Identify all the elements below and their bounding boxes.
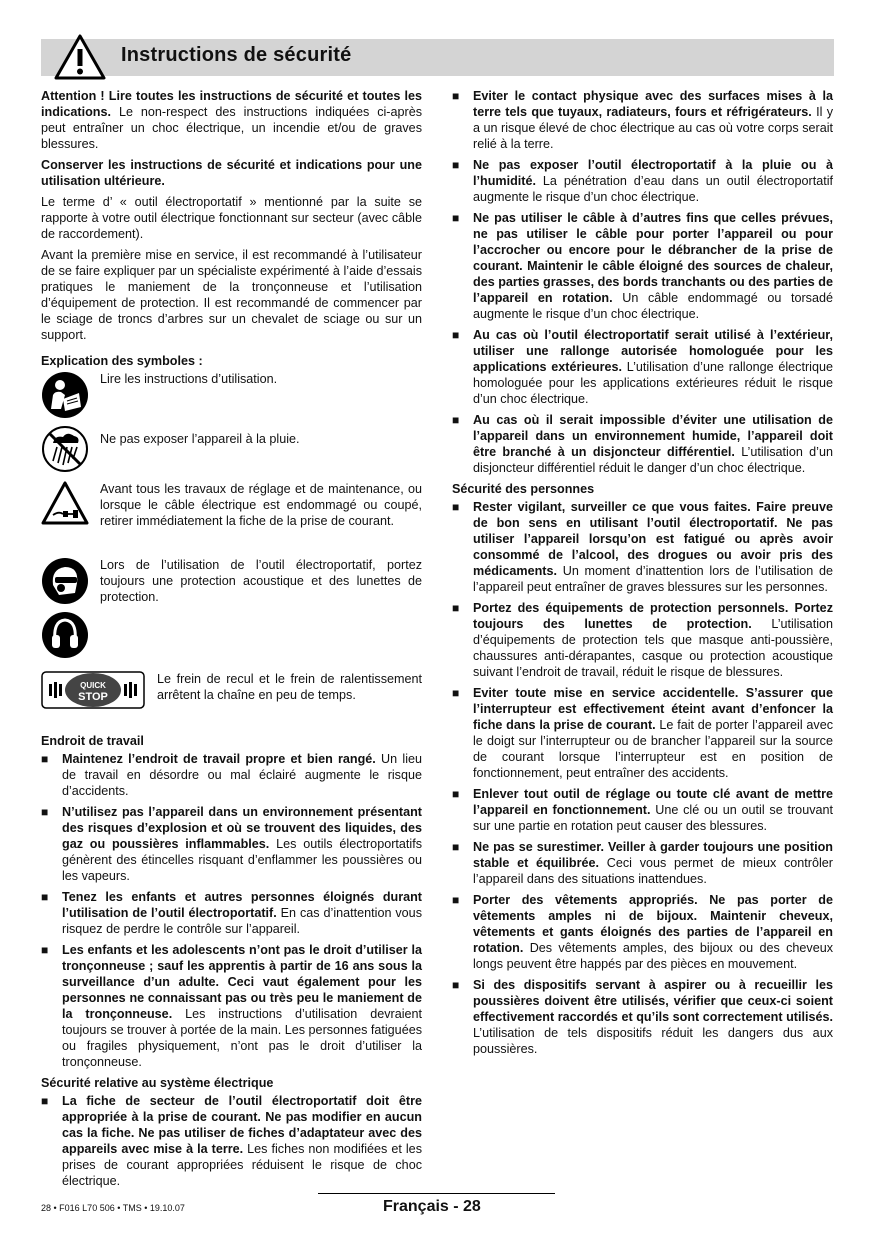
symbol-read-manual: Lire les instructions d’utilisation. [41,371,422,421]
list-item: ■ Ne pas exposer l’outil électroportatif à la pluie ou à l’humidité. La pénétration d’eau dans un outil électroportatif augmente le risque d’un choc électrique. [452,158,833,204]
list-item: ■ Enlever tout outil de réglage ou toute clé avant de mettre l’appareil en fonctionnement. Une clé ou un outil se trouvant sur une partie en rotation peut causer des blessures. [452,787,833,833]
hearing-protection-icon [41,611,89,659]
symbols-heading: Explication des symboles : [41,354,203,368]
left-column [41,88,422,1194]
warning-triangle-icon [53,33,107,81]
list-item: ■ Porter des vêtements appropriés. Ne pas porter de vêtements amples ni de bijoux. Maintenir cheveux, vêtements et gants éloignés des parties de l’appareil en rotation. Des vêtements amples, des bijoux ou des cheveux longs peuvent être happés par des pièces en mouvement. [452,893,833,971]
quick-label: QUICK [80,681,106,690]
read-manual-icon [41,371,89,419]
list-item: ■ Au cas où il serait impossible d’éviter une utilisation de l’appareil dans un environnement humide, l’appareil doit être branché à un disjoncteur différentiel. L’utilisation d’un disjoncteur différentiel réduit le danger d’un choc électrique. [452,413,833,475]
first-use-paragraph: Avant la première mise en service, il est recommandé à l’utilisateur de se faire expliquer par un spécialiste expérimenté à l’aide d’essais pratiques le maniement de la tronçonneuse et l’utilisation d’équipement de protection. Il est recommandé de commencer par le sciage de troncs d’arbres sur un chevalet de sciage ou sur un support. [41,248,422,342]
symbol-hearing [41,611,422,661]
page-number: Français - 28 [383,1198,481,1215]
list-item: ■ N’utilisez pas l’appareil dans un environnement présentant des risques d’explosion et où se trouvent des liquides, des gaz ou poussières inflammables. Les outils électroportatifs génèrent des étincelles risquant d’enflammer les poussières ou les vapeurs. [41,805,422,883]
symbol-ear-eye-protection: Lors de l’utilisation de l’outil électroportatif, portez toujours une protection acoustique et des lunettes de protection. [41,557,422,611]
list-item: ■ Eviter toute mise en service accidentelle. S’assurer que l’interrupteur est effectivement éteint avant d’enfoncer la fiche dans la prise de courant. Le fait de porter l’appareil avec le doigt sur l’interrupteur ou de brancher l’appareil sur la source de courant lorsque l’interrupteur est en position de fonctionnement, peut entraîner des accidents. [452,686,834,780]
list-item: ■ Ne pas utiliser le câble à d’autres fins que celles prévues, ne pas utiliser le câble pour porter l’appareil ou pour l’accrocher ou encore pour le débrancher de la prise de courant. Maintenir le câble éloigné des sources de chaleur, des parties grasses, des bords tranchants ou des parties de l’appareil en rotation. Un câble endommagé ou torsadé augmente le risque d’un choc électrique. [452,211,833,321]
footer-rule [318,1193,555,1194]
list-item: ■ Ne pas se surestimer. Veiller à garder toujours une position stable et équilibrée. Ceci vous permet de mieux contrôler l’appareil dans des situations inattendues. [452,840,833,886]
work-area-heading: Endroit de travail [41,734,144,748]
symbol-quick-stop: QUICK STOP Le frein de recul et le frein de ralentissement arrêtent la chaîne en peu de temps. [41,671,422,729]
symbol-no-rain: Ne pas exposer l’appareil à la pluie. [41,425,422,477]
ear-eye-protection-icon [41,557,89,605]
electrical-safety-heading: Sécurité relative au système électrique [41,1076,274,1090]
list-item: ■ Eviter le contact physique avec des surfaces mises à la terre tels que tuyaux, radiateurs, fours et réfrigérateurs. Il y a un risque élevé de choc électrique au cas où votre corps serait relié à la terre. [452,89,833,151]
page-title: Instructions de sécurité [121,44,352,66]
right-column [452,88,833,1062]
stop-label: STOP [78,691,108,703]
term-paragraph: Le terme d’ « outil électroportatif » mentionné par la suite se rapporte à votre outil électrique fonctionnant sur secteur (avec câble de raccordement). [41,195,422,241]
list-item: ■ Maintenez l’endroit de travail propre et bien rangé. Un lieu de travail en désordre ou mal éclairé augmente le risque d’accidents. [41,752,422,798]
quick-stop-icon [41,671,145,709]
keep-instructions: Conserver les instructions de sécurité et indications pour une utilisation ultérieure. [41,158,422,188]
list-item: ■ Les enfants et les adolescents n’ont pas le droit d’utiliser la tronçonneuse ; sauf les apprentis à partir de 16 ans sous la surveillance d’un adulte. Ceci vaut également pour les personnes ne connaissant pas ou très peu le maniement de la tronçonneuse. Les instructions d’utilisation devraient toujours se trouver à portée de la main. Les personnes fatiguées ou fragiles physiquement, n’ont pas le droit d’utiliser la tronçonneuse. [41,943,422,1069]
list-item: ■ Au cas où l’outil électroportatif serait utilisé à l’extérieur, utiliser une rallonge autorisée homologuée pour les applications extérieures. L’utilisation d’une rallonge électrique homologuée pour les applications extérieures réduit le risque d’un choc électrique. [452,328,833,406]
intro-paragraph: Attention ! Lire toutes les instructions de sécurité et toutes les indications. Le non-respect des instructions indiquées ci-après peut entraîner un choc électrique, un incendie et/ou de graves blessures. [41,89,422,151]
list-item: ■ Rester vigilant, surveiller ce que vous faites. Faire preuve de bon sens en utilisant l’outil électroportatif. Ne pas utiliser l’appareil lorsqu’on est fatigué ou après avoir consommé de l’alcool, des drogues ou avoir pris des médicaments. Un moment d’inattention lors de l’utilisation de l’appareil peut entraîner de graves blessures sur les personnes. [452,500,833,594]
list-item: ■ Portez des équipements de protection personnels. Portez toujours des lunettes de protection. L’utilisation d’équipements de protection tels que masque anti-poussière, chaussures anti-dérapantes, casque ou protection acoustique suivant l’endroit de travail, réduit le risque de blessures. [452,601,833,679]
symbol-unplug: Avant tous les travaux de réglage et de maintenance, ou lorsque le câble électrique est endommagé ou coupé, retirer immédiatement la fiche de la prise de courant. [41,481,422,549]
list-item: ■ Si des dispositifs servant à aspirer ou à recueillir les poussières doivent être utilisés, vérifier que ceux-ci soient effectivement raccordés et qu’ils sont correctement utilisés. L’utilisation de tels dispositifs réduit les dangers dus aux poussières. [452,978,833,1056]
personal-safety-heading: Sécurité des personnes [452,482,595,496]
no-rain-icon [41,425,89,473]
section-header [41,39,834,76]
list-item: ■ La fiche de secteur de l’outil électroportatif doit être appropriée à la prise de courant. Ne pas modifier en aucun cas la fiche. Ne pas utiliser de fiches d’adaptateur avec des appareils avec mise à la terre. Les fiches non modifiées et les prises de courant appropriées réduisent le risque de choc électrique. [41,1094,422,1188]
document-code: 28 • F016 L70 506 • TMS • 19.10.07 [41,1203,185,1213]
list-item: ■ Tenez les enfants et autres personnes éloignés durant l’utilisation de l’outil électroportatif. En cas d’inattention vous risquez de perdre le contrôle sur l’appareil. [41,890,422,936]
unplug-warning-icon [41,481,89,525]
